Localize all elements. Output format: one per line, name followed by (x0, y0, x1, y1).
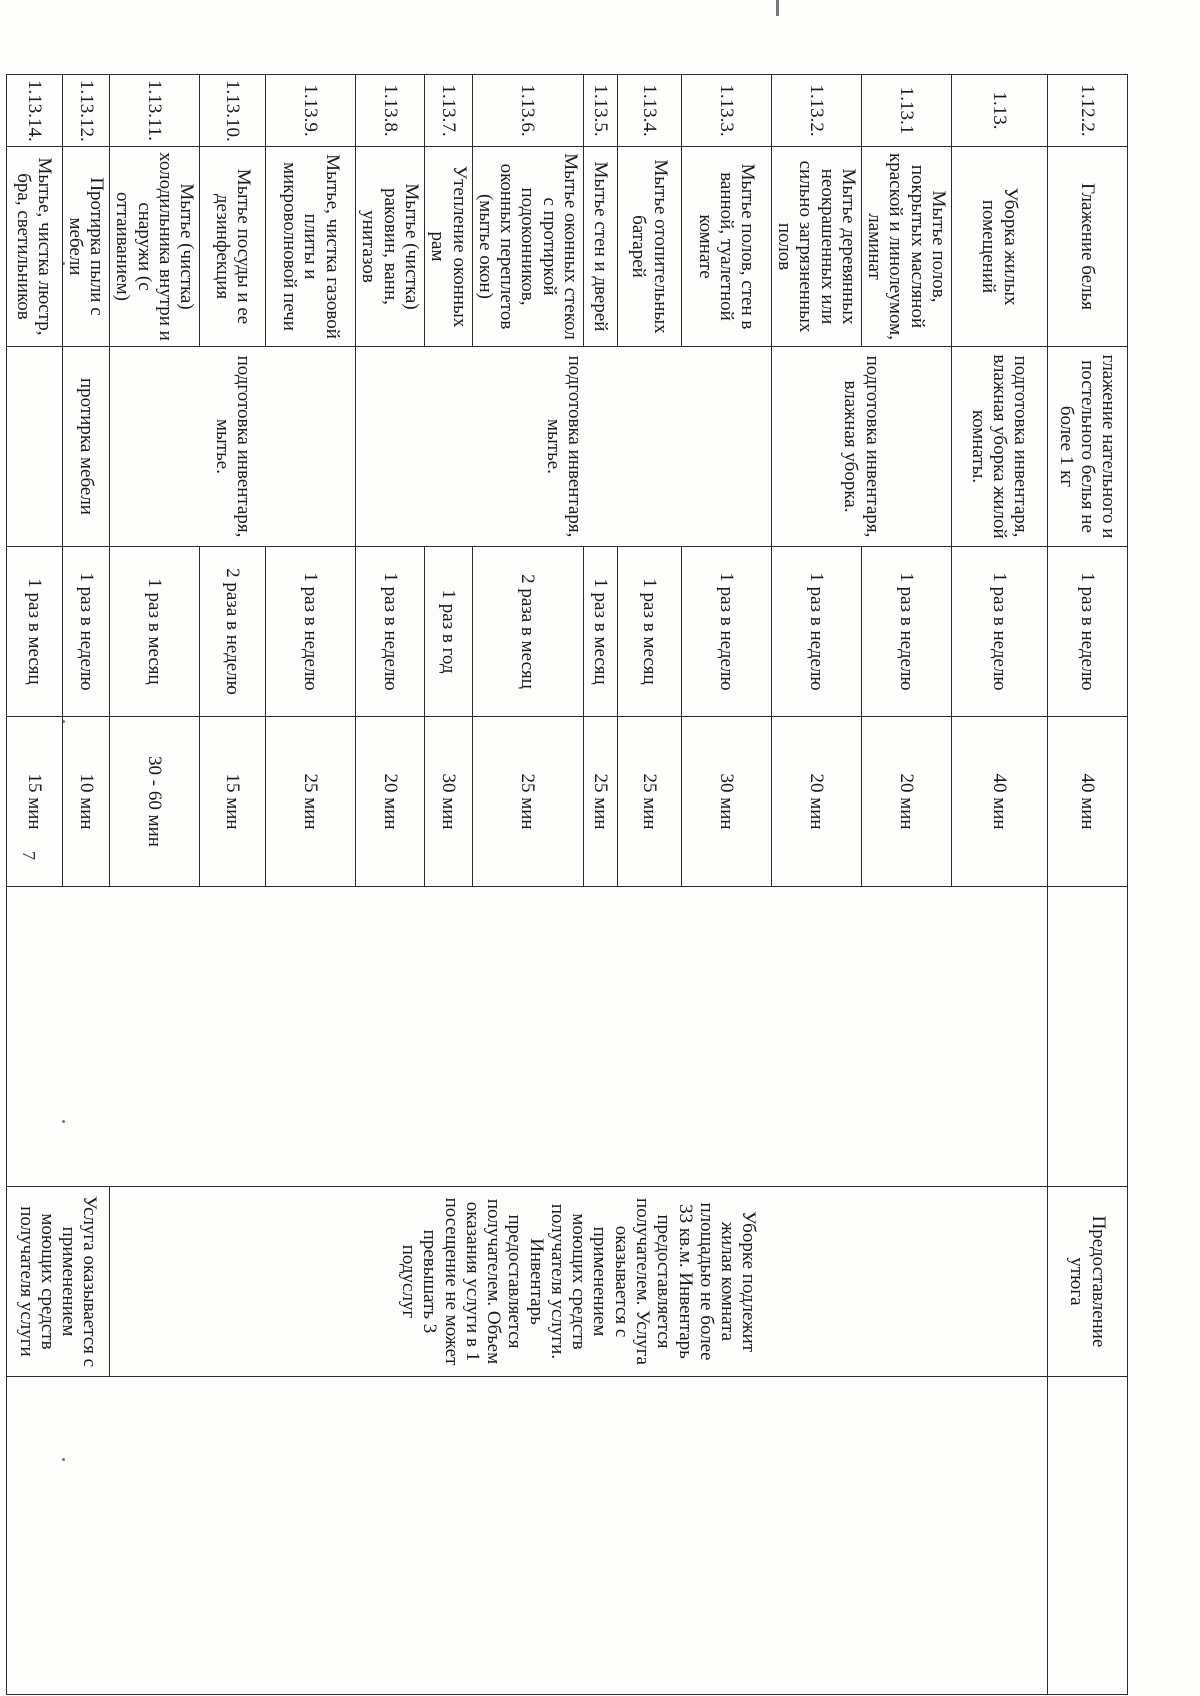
page-number: 7 (19, 851, 39, 860)
service-frequency: 1 раз в месяц (110, 547, 200, 717)
service-frequency: 1 раз в месяц (583, 547, 617, 717)
service-description: подготовка инвентаря, влажная уборка жилой комнаты. (952, 347, 1048, 547)
service-frequency: 1 раз в неделю (861, 547, 951, 717)
service-name: Мытье посуды и ее дезинфекция (200, 147, 266, 347)
row-number: 1.13.8. (356, 75, 425, 147)
empty-cell (1048, 1377, 1128, 1695)
service-frequency: 1 раз в неделю (1048, 547, 1128, 717)
service-frequency: 1 раз в месяц (617, 547, 681, 717)
service-duration: 30 мин (681, 717, 771, 887)
row-number: 1.13.11. (110, 75, 200, 147)
service-note: Уборке подлежит жилая комната площадью не более 33 кв.м. Инвентарь предоставляется получателем. Услуга оказывается с применением моющих средств получателя услуги. Инвентарь предоставляется получателем. Объем оказания услуги в 1 посещение не может превышать 3 подуслуг (110, 1187, 1048, 1377)
rotated-table-wrapper (13, 74, 1128, 1694)
service-duration: 25 мин (266, 717, 356, 887)
row-number: 1.13.14. (6, 75, 62, 147)
row-number: 1.13.4. (617, 75, 681, 147)
service-description: подготовка инвентаря, мытье. (356, 347, 772, 547)
service-duration: 20 мин (861, 717, 951, 887)
service-name: Мытье, чистка газовой плиты и микроволновой печи (266, 147, 356, 347)
table-row (1048, 75, 1128, 1695)
service-frequency: 2 раза в месяц (472, 547, 583, 717)
service-note: Предоставление утюга (1048, 1187, 1128, 1377)
service-name: Мытье стен и дверей (583, 147, 617, 347)
service-description: глажение нательного и постельного белья не более 1 кг (1048, 347, 1128, 547)
row-number: 1.13.1 (861, 75, 951, 147)
service-duration: 25 мин (472, 717, 583, 887)
service-name: Мытье (чистка) раковин, ванн, унитазов (356, 147, 425, 347)
service-name: Уборка жилых помещений (952, 147, 1048, 347)
service-name: Мытье, чистка люстр, бра, светильников (6, 147, 62, 347)
service-description (6, 347, 62, 547)
service-name: Мытье отопительных батарей (617, 147, 681, 347)
service-name: Мытье деревянных неокрашенных или сильно загрязненных полов (771, 147, 861, 347)
service-name: Мытье оконных стекол с протиркой подоконников, оконных переплетов (мытье окон) (472, 147, 583, 347)
row-number: 1.13.9. (266, 75, 356, 147)
service-frequency: 1 раз в неделю (356, 547, 425, 717)
row-number: 1.13.6. (472, 75, 583, 147)
service-name: Утепление оконных рам (425, 147, 473, 347)
row-number: 1.13. (952, 75, 1048, 147)
service-name: Глажение белья (1048, 147, 1128, 347)
service-duration: 25 мин (617, 717, 681, 887)
service-description: подготовка инвентаря, мытье. (110, 347, 356, 547)
service-frequency: 1 раз в месяц (6, 547, 62, 717)
service-frequency: 2 раза в неделю (200, 547, 266, 717)
row-number: 1.13.12. (62, 75, 110, 147)
service-duration: 40 мин (1048, 717, 1128, 887)
service-duration: 20 мин (771, 717, 861, 887)
service-frequency: 1 раз в неделю (771, 547, 861, 717)
service-description: протирка мебели (62, 347, 110, 547)
service-name: Протирка пыли с мебели (62, 147, 110, 347)
service-frequency: 1 раз в неделю (952, 547, 1048, 717)
service-duration: 30 мин (425, 717, 473, 887)
services-table (6, 74, 1128, 1695)
service-duration: 20 мин (356, 717, 425, 887)
service-description: подготовка инвентаря, влажная уборка. (771, 347, 951, 547)
empty-cell (6, 1377, 1047, 1695)
service-duration: 25 мин (583, 717, 617, 887)
row-number: 1.13.5. (583, 75, 617, 147)
service-frequency: 1 раз в год (425, 547, 473, 717)
service-duration: 30 - 60 мин (110, 717, 200, 887)
empty-cell (1048, 887, 1128, 1187)
service-name: Мытье (чистка) холодильника внутри и снаружи (с оттаиванием) (110, 147, 200, 347)
table-row (952, 75, 1048, 1695)
service-name: Мытье полов, покрытых масляной краской и линолеумом, ламинат (861, 147, 951, 347)
row-number: 1.13.10. (200, 75, 266, 147)
scan-artifact (776, 0, 779, 16)
service-note: Услуга оказывается с применением моющих средств получателя услуги (6, 1187, 110, 1377)
row-number: 1.13.7. (425, 75, 473, 147)
empty-cell (6, 887, 1047, 1187)
row-number: 1.12.2. (1048, 75, 1128, 147)
service-duration: 10 мин (62, 717, 110, 887)
service-frequency: 1 раз в неделю (266, 547, 356, 717)
service-duration: 40 мин (952, 717, 1048, 887)
service-frequency: 1 раз в неделю (62, 547, 110, 717)
service-duration: 15 мин (6, 717, 62, 887)
row-number: 1.13.3. (681, 75, 771, 147)
service-duration: 15 мин (200, 717, 266, 887)
row-number: 1.13.2. (771, 75, 861, 147)
service-frequency: 1 раз в неделю (681, 547, 771, 717)
service-name: Мытье полов, стен в ванной, туалетной комнате (681, 147, 771, 347)
